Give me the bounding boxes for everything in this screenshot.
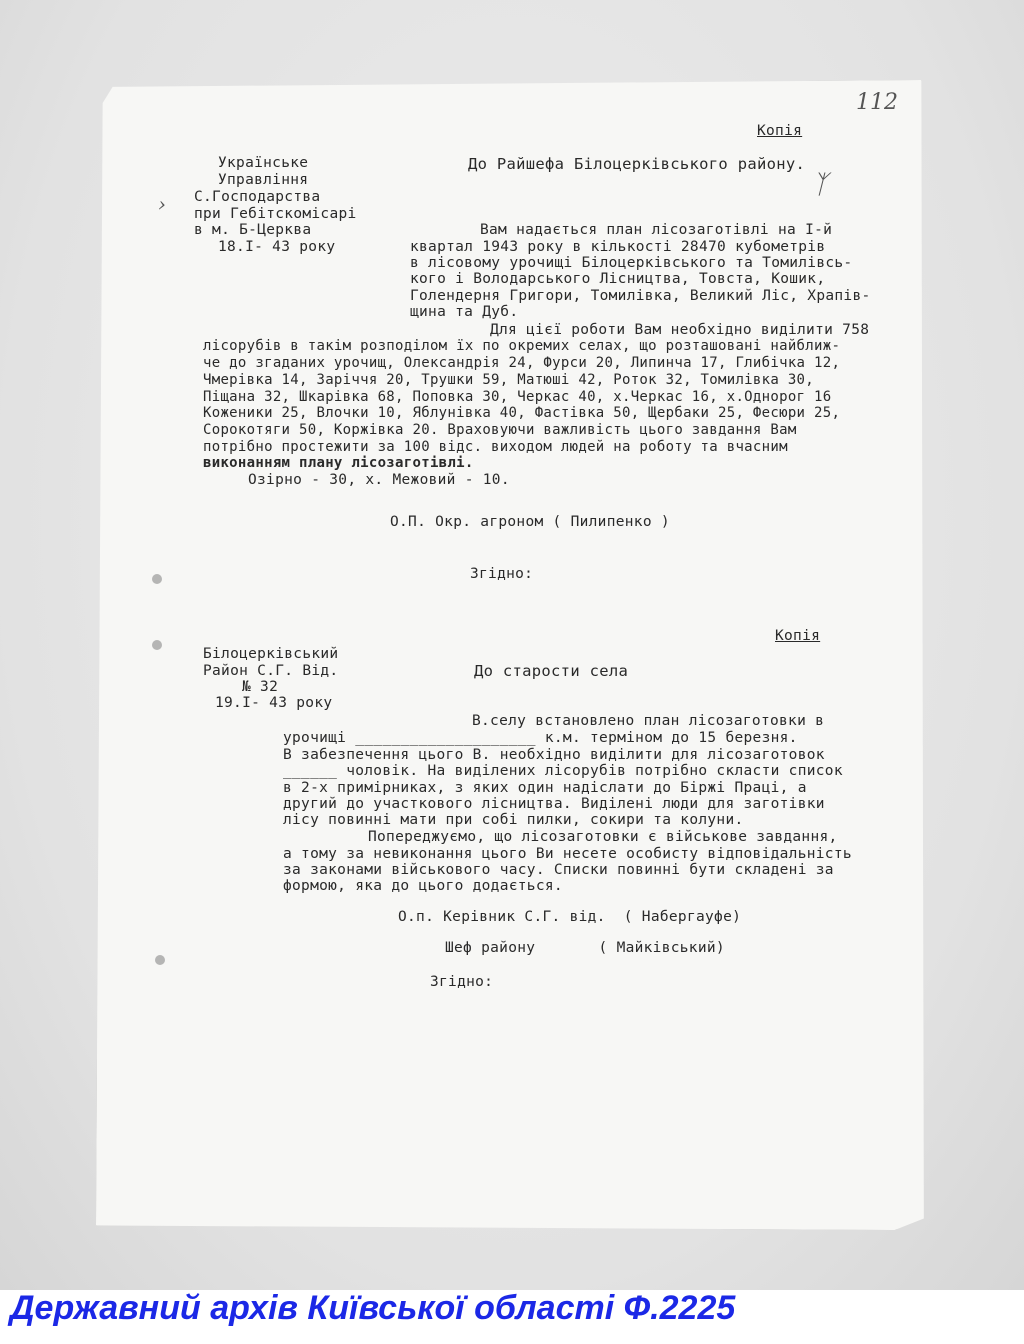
page-number: 112 <box>856 90 898 115</box>
body-line: кого і Володарського Лісництва, Товста, Кошик, <box>410 271 826 287</box>
body-line: лісу повинні мати при собі пилки, сокири та колуни. <box>283 812 744 828</box>
punch-hole <box>155 955 165 965</box>
body-line: че до згаданих урочищ, Олександрія 24, Фурси 20, Липинча 17, Глибічка 12, <box>203 355 841 371</box>
punch-hole <box>152 574 162 584</box>
body-line: лісорубів в такім розподілом їх по окремих селах, що розташовані найближ- <box>203 338 841 354</box>
sender-line: Управління <box>218 172 309 188</box>
body-line: Попереджуємо, що лісозаготовки є військове завдання, <box>368 829 838 845</box>
body-line: в 2-х примірниках, з яких один надіслати до Біржі Праці, а <box>283 780 807 796</box>
handwritten-mark: ᛉ <box>812 170 828 200</box>
copy-label-2: Копія <box>775 628 821 644</box>
body-line: потрібно простежити за 100 відс. виходом людей на роботу та вчасним <box>203 439 788 455</box>
signature-1: О.П. Окр. агроном ( Пилипенко ) <box>390 514 670 530</box>
body-line: Коженики 25, Влочки 10, Яблунівка 40, Фастівка 50, Щербаки 25, Фесюри 25, <box>203 405 841 421</box>
body-line: Голендерня Григори, Томилівка, Великий Ліс, Храпів- <box>410 288 871 304</box>
handwritten-mark: › <box>158 192 166 216</box>
addressee-2: До старости села <box>474 662 629 680</box>
punch-hole <box>152 640 162 650</box>
body-line: Для цієї роботи Вам необхідно виділити 758 <box>490 322 870 338</box>
sender-line: Білоцерківський <box>203 646 339 662</box>
body-line: квартал 1943 року в кількості 28470 кубометрів <box>410 239 826 255</box>
body-line: урочищі ____________________ к.м. терміном до 15 березня. <box>283 730 798 746</box>
body-line: виконанням плану лісозаготівлі. <box>203 455 474 471</box>
body-line: ______ чоловік. На виділених лісорубів потрібно скласти список <box>283 763 843 779</box>
agreed-1: Згідно: <box>470 566 534 582</box>
sender-line: Українське <box>218 155 309 171</box>
sender-date: 19.I- 43 року <box>215 695 333 711</box>
signature-3: Шеф району ( Майківський) <box>445 940 725 956</box>
copy-label-1: Копія <box>757 123 803 139</box>
sender-date: 18.I- 43 року <box>218 239 336 255</box>
body-line: Піщана 32, Шкарівка 68, Поповка 30, Черкас 40, х.Черкас 16, х.Однорог 16 <box>203 389 832 405</box>
body-line: Озірно - 30, х. Межовий - 10. <box>248 472 510 488</box>
body-line: за законами військового часу. Списки повинні бути складені за <box>283 862 834 878</box>
body-line: другий до участкового лісництва. Виділені люди для заготівки <box>283 796 825 812</box>
agreed-2: Згідно: <box>430 974 494 990</box>
body-line: в лісовому урочищі Білоцерківського та Томилівсь- <box>410 255 853 271</box>
body-line: Сорокотяги 50, Коржівка 20. Враховуючи важливість цього завдання Вам <box>203 422 797 438</box>
addressee-1: До Райшефа Білоцерківського району. <box>468 155 806 173</box>
body-line: В.селу встановлено план лісозаготовки в <box>472 713 825 729</box>
signature-2: О.п. Керівник С.Г. від. ( Набергауфе) <box>398 909 742 925</box>
body-line: щина та Дуб. <box>410 304 519 320</box>
body-line: В забезпечення цього В. необхідно виділити для лісозаготовок <box>283 747 825 763</box>
body-line: а тому за невиконання цього Ви несете особисту відповідальність <box>283 846 852 862</box>
sender-line: в м. Б-Церква <box>194 222 312 238</box>
sender-line: при Гебітскомісарі <box>194 206 357 222</box>
body-line: Чмерівка 14, Заріччя 20, Трушки 59, Матюші 42, Роток 32, Томилівка 30, <box>203 372 815 388</box>
archive-caption: Державний архів Київської області Ф.2225 <box>10 1289 736 1327</box>
sender-line: № 32 <box>242 679 279 695</box>
sender-line: С.Господарства <box>194 189 321 205</box>
body-line: формою, яка до цього додається. <box>283 878 563 894</box>
sender-line: Район С.Г. Від. <box>203 663 339 679</box>
body-line: Вам надається план лісозаготівлі на I-й <box>480 222 833 238</box>
